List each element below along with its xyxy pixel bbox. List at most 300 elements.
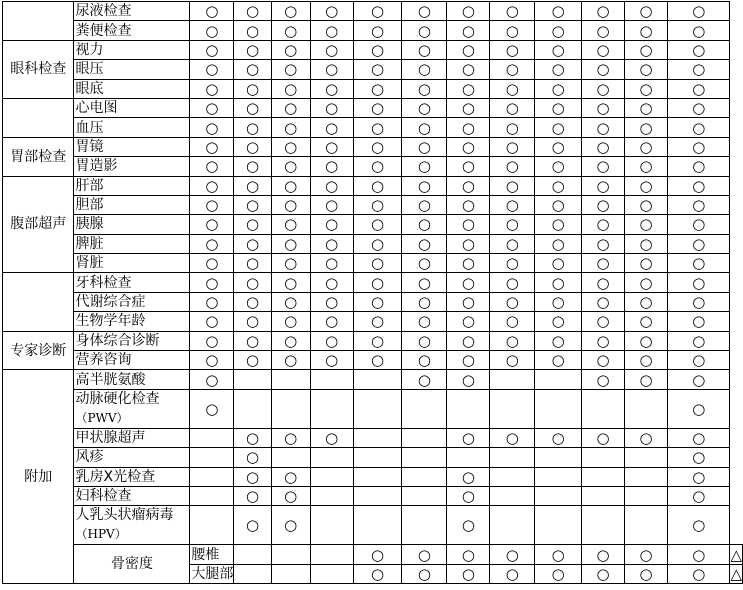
circle-mark: ○ bbox=[190, 137, 234, 156]
circle-mark: ○ bbox=[190, 254, 234, 273]
empty-cell bbox=[310, 545, 353, 564]
circle-mark: ○ bbox=[271, 331, 310, 350]
circle-mark: ○ bbox=[310, 292, 353, 311]
circle-mark: ○ bbox=[582, 60, 625, 79]
circle-mark: ○ bbox=[582, 234, 625, 253]
circle-mark: ○ bbox=[234, 21, 271, 40]
circle-mark: ○ bbox=[668, 176, 730, 195]
exam-item-label: 胆部 bbox=[74, 195, 190, 214]
table-row bbox=[3, 351, 743, 370]
exam-item-label: 妇科检查 bbox=[74, 486, 190, 505]
table-row bbox=[3, 157, 743, 176]
circle-mark: ○ bbox=[582, 428, 625, 447]
section-label: 胃部检查 bbox=[3, 137, 74, 176]
empty-cell bbox=[234, 370, 271, 389]
empty-cell bbox=[625, 389, 668, 428]
empty-cell bbox=[190, 506, 234, 545]
empty-cell bbox=[535, 389, 582, 428]
empty-cell bbox=[234, 564, 271, 583]
circle-mark: ○ bbox=[535, 545, 582, 564]
table-row bbox=[3, 195, 743, 214]
empty-cell bbox=[234, 545, 271, 564]
empty-cell bbox=[271, 564, 310, 583]
exam-item-label: 视力 bbox=[74, 40, 190, 59]
circle-mark: ○ bbox=[234, 234, 271, 253]
circle-mark: ○ bbox=[190, 118, 234, 137]
table-row bbox=[3, 467, 743, 486]
circle-mark: ○ bbox=[234, 98, 271, 117]
circle-mark: ○ bbox=[310, 331, 353, 350]
circle-mark: ○ bbox=[271, 234, 310, 253]
circle-mark: ○ bbox=[310, 60, 353, 79]
circle-mark: ○ bbox=[625, 215, 668, 234]
circle-mark: ○ bbox=[625, 176, 668, 195]
table-row bbox=[3, 448, 743, 467]
circle-mark: ○ bbox=[190, 351, 234, 370]
circle-mark: ○ bbox=[582, 40, 625, 59]
circle-mark: ○ bbox=[490, 428, 535, 447]
circle-mark: ○ bbox=[402, 2, 447, 21]
circle-mark: ○ bbox=[490, 545, 535, 564]
table-row bbox=[3, 389, 743, 428]
circle-mark: ○ bbox=[271, 312, 310, 331]
circle-mark: ○ bbox=[625, 40, 668, 59]
circle-mark: ○ bbox=[234, 40, 271, 59]
empty-cell bbox=[582, 467, 625, 486]
circle-mark: ○ bbox=[310, 312, 353, 331]
circle-mark: ○ bbox=[668, 234, 730, 253]
circle-mark: ○ bbox=[353, 137, 402, 156]
circle-mark: ○ bbox=[490, 176, 535, 195]
circle-mark: ○ bbox=[402, 98, 447, 117]
circle-mark: ○ bbox=[402, 273, 447, 292]
empty-cell bbox=[447, 448, 490, 467]
circle-mark: ○ bbox=[582, 370, 625, 389]
table-row bbox=[3, 2, 743, 21]
empty-cell bbox=[535, 467, 582, 486]
circle-mark: ○ bbox=[310, 118, 353, 137]
empty-cell bbox=[447, 389, 490, 428]
exam-item-label: 脾脏 bbox=[74, 234, 190, 253]
circle-mark: ○ bbox=[271, 254, 310, 273]
exam-item-label: 尿液检查 bbox=[74, 2, 190, 21]
circle-mark: ○ bbox=[190, 157, 234, 176]
exam-item-label: 肾脏 bbox=[74, 254, 190, 273]
exam-item-label: 营养咨询 bbox=[74, 351, 190, 370]
table-row bbox=[3, 254, 743, 273]
empty-cell bbox=[402, 506, 447, 545]
circle-mark: ○ bbox=[582, 331, 625, 350]
section-label: 附加 bbox=[3, 370, 74, 584]
circle-mark: ○ bbox=[625, 331, 668, 350]
circle-mark: ○ bbox=[582, 79, 625, 98]
circle-mark: ○ bbox=[625, 234, 668, 253]
table-row bbox=[3, 137, 743, 156]
circle-mark: ○ bbox=[447, 506, 490, 545]
empty-cell bbox=[353, 467, 402, 486]
circle-mark: ○ bbox=[535, 351, 582, 370]
circle-mark: ○ bbox=[447, 2, 490, 21]
circle-mark: ○ bbox=[447, 331, 490, 350]
circle-mark: ○ bbox=[668, 98, 730, 117]
circle-mark: ○ bbox=[310, 40, 353, 59]
circle-mark: ○ bbox=[668, 486, 730, 505]
exam-item-label: 粪便检查 bbox=[74, 21, 190, 40]
empty-cell bbox=[271, 389, 310, 428]
circle-mark: ○ bbox=[535, 157, 582, 176]
empty-cell bbox=[402, 486, 447, 505]
circle-mark: ○ bbox=[447, 428, 490, 447]
circle-mark: ○ bbox=[402, 234, 447, 253]
table-row bbox=[3, 273, 743, 292]
section-label: 专家诊断 bbox=[3, 331, 74, 370]
circle-mark: ○ bbox=[535, 79, 582, 98]
exam-item-label: 大腿部 bbox=[191, 565, 234, 582]
circle-mark: ○ bbox=[234, 331, 271, 350]
exam-item-label: 血压 bbox=[74, 118, 190, 137]
table-row bbox=[3, 176, 743, 195]
circle-mark: ○ bbox=[234, 176, 271, 195]
circle-mark: ○ bbox=[234, 254, 271, 273]
empty-cell bbox=[402, 448, 447, 467]
circle-mark: ○ bbox=[353, 98, 402, 117]
circle-mark: ○ bbox=[535, 273, 582, 292]
empty-cell bbox=[310, 370, 353, 389]
circle-mark: ○ bbox=[271, 40, 310, 59]
circle-mark: ○ bbox=[447, 545, 490, 564]
circle-mark: ○ bbox=[234, 215, 271, 234]
circle-mark: ○ bbox=[190, 370, 234, 389]
circle-mark: ○ bbox=[535, 254, 582, 273]
circle-mark: ○ bbox=[271, 118, 310, 137]
empty-cell bbox=[535, 448, 582, 467]
circle-mark: ○ bbox=[271, 157, 310, 176]
circle-mark: ○ bbox=[535, 176, 582, 195]
circle-mark: ○ bbox=[402, 545, 447, 564]
circle-mark: ○ bbox=[625, 564, 668, 583]
circle-mark: ○ bbox=[535, 215, 582, 234]
empty-cell bbox=[310, 467, 353, 486]
circle-mark: ○ bbox=[582, 157, 625, 176]
circle-mark: ○ bbox=[271, 292, 310, 311]
empty-cell bbox=[535, 506, 582, 545]
circle-mark: ○ bbox=[353, 79, 402, 98]
exam-item-label: 腰椎 bbox=[190, 545, 234, 564]
circle-mark: ○ bbox=[234, 157, 271, 176]
circle-mark: ○ bbox=[535, 21, 582, 40]
circle-mark: ○ bbox=[353, 40, 402, 59]
circle-mark: ○ bbox=[447, 157, 490, 176]
circle-mark: ○ bbox=[668, 292, 730, 311]
section-label bbox=[3, 273, 74, 331]
empty-cell bbox=[490, 467, 535, 486]
circle-mark: ○ bbox=[353, 118, 402, 137]
circle-mark: ○ bbox=[535, 195, 582, 214]
empty-cell bbox=[310, 389, 353, 428]
empty-cell bbox=[353, 448, 402, 467]
circle-mark: ○ bbox=[490, 137, 535, 156]
circle-mark: ○ bbox=[353, 273, 402, 292]
circle-mark: ○ bbox=[310, 273, 353, 292]
circle-mark: ○ bbox=[668, 40, 730, 59]
circle-mark: ○ bbox=[234, 137, 271, 156]
circle-mark: ○ bbox=[668, 118, 730, 137]
circle-mark: ○ bbox=[668, 21, 730, 40]
circle-mark: ○ bbox=[625, 312, 668, 331]
circle-mark: ○ bbox=[402, 137, 447, 156]
circle-mark: ○ bbox=[625, 118, 668, 137]
circle-mark: ○ bbox=[490, 2, 535, 21]
circle-mark: ○ bbox=[310, 176, 353, 195]
section-label: 骨密度 bbox=[74, 545, 190, 584]
circle-mark: ○ bbox=[353, 312, 402, 331]
table-row bbox=[3, 312, 743, 331]
exam-item-label bbox=[74, 506, 190, 545]
circle-mark: ○ bbox=[190, 215, 234, 234]
circle-mark: ○ bbox=[535, 428, 582, 447]
circle-mark: ○ bbox=[668, 273, 730, 292]
circle-mark: ○ bbox=[582, 176, 625, 195]
circle-mark: ○ bbox=[234, 312, 271, 331]
circle-mark: ○ bbox=[625, 79, 668, 98]
circle-mark: ○ bbox=[190, 98, 234, 117]
circle-mark: ○ bbox=[310, 137, 353, 156]
circle-mark: ○ bbox=[535, 292, 582, 311]
circle-mark: ○ bbox=[190, 234, 234, 253]
empty-cell bbox=[190, 486, 234, 505]
circle-mark: ○ bbox=[190, 40, 234, 59]
empty-cell bbox=[310, 564, 353, 583]
circle-mark: ○ bbox=[535, 98, 582, 117]
circle-mark: ○ bbox=[353, 215, 402, 234]
table-row bbox=[3, 79, 743, 98]
circle-mark: ○ bbox=[625, 370, 668, 389]
circle-mark: ○ bbox=[402, 331, 447, 350]
circle-mark: ○ bbox=[582, 254, 625, 273]
exam-item-name: 人乳头状瘤病毒 bbox=[75, 507, 174, 524]
circle-mark: ○ bbox=[402, 351, 447, 370]
circle-mark: ○ bbox=[582, 312, 625, 331]
circle-mark: ○ bbox=[668, 2, 730, 21]
circle-mark: ○ bbox=[582, 118, 625, 137]
circle-mark: ○ bbox=[310, 234, 353, 253]
circle-mark: ○ bbox=[582, 545, 625, 564]
empty-cell bbox=[353, 389, 402, 428]
empty-cell bbox=[582, 506, 625, 545]
circle-mark: ○ bbox=[310, 351, 353, 370]
circle-mark: ○ bbox=[190, 60, 234, 79]
circle-mark: ○ bbox=[535, 312, 582, 331]
circle-mark: ○ bbox=[234, 448, 271, 467]
empty-cell bbox=[310, 506, 353, 545]
circle-mark: ○ bbox=[271, 98, 310, 117]
circle-mark: ○ bbox=[535, 564, 582, 583]
circle-mark: ○ bbox=[310, 2, 353, 21]
exam-items-table bbox=[2, 1, 743, 584]
empty-cell bbox=[490, 370, 535, 389]
circle-mark: ○ bbox=[582, 195, 625, 214]
circle-mark: ○ bbox=[310, 195, 353, 214]
circle-mark: ○ bbox=[668, 137, 730, 156]
circle-mark: ○ bbox=[402, 157, 447, 176]
empty-cell bbox=[271, 448, 310, 467]
circle-mark: ○ bbox=[353, 545, 402, 564]
circle-mark: ○ bbox=[271, 79, 310, 98]
empty-cell bbox=[625, 448, 668, 467]
exam-item-label bbox=[74, 389, 190, 428]
circle-mark: ○ bbox=[271, 273, 310, 292]
exam-item-label: 风疹 bbox=[74, 448, 190, 467]
circle-mark: ○ bbox=[310, 98, 353, 117]
empty-cell bbox=[310, 448, 353, 467]
circle-mark: ○ bbox=[353, 564, 402, 583]
exam-item-label: 胃造影 bbox=[74, 157, 190, 176]
circle-mark: ○ bbox=[447, 292, 490, 311]
circle-mark: ○ bbox=[402, 312, 447, 331]
circle-mark: ○ bbox=[490, 157, 535, 176]
section-label: 眼科检查 bbox=[3, 40, 74, 98]
circle-mark: ○ bbox=[402, 79, 447, 98]
empty-cell bbox=[234, 389, 271, 428]
table-row bbox=[3, 506, 743, 545]
circle-mark: ○ bbox=[668, 448, 730, 467]
circle-mark: ○ bbox=[582, 564, 625, 583]
empty-cell bbox=[402, 389, 447, 428]
circle-mark: ○ bbox=[582, 292, 625, 311]
circle-mark: ○ bbox=[234, 79, 271, 98]
circle-mark: ○ bbox=[190, 195, 234, 214]
triangle-mark: △ bbox=[730, 545, 742, 564]
exam-item-label: 眼底 bbox=[74, 79, 190, 98]
circle-mark: ○ bbox=[271, 486, 310, 505]
empty-cell bbox=[271, 545, 310, 564]
circle-mark: ○ bbox=[490, 312, 535, 331]
circle-mark: ○ bbox=[447, 137, 490, 156]
circle-mark: ○ bbox=[535, 331, 582, 350]
table-row bbox=[3, 331, 743, 350]
circle-mark: ○ bbox=[353, 292, 402, 311]
circle-mark: ○ bbox=[625, 157, 668, 176]
circle-mark: ○ bbox=[447, 351, 490, 370]
circle-mark: ○ bbox=[310, 157, 353, 176]
circle-mark: ○ bbox=[271, 195, 310, 214]
circle-mark: ○ bbox=[234, 506, 271, 545]
exam-item-name: 动脉硬化检查 bbox=[75, 390, 160, 407]
circle-mark: ○ bbox=[582, 273, 625, 292]
circle-mark: ○ bbox=[490, 564, 535, 583]
circle-mark: ○ bbox=[271, 60, 310, 79]
circle-mark: ○ bbox=[353, 351, 402, 370]
circle-mark: ○ bbox=[625, 273, 668, 292]
circle-mark: ○ bbox=[668, 370, 730, 389]
circle-mark: ○ bbox=[668, 467, 730, 486]
exam-item-label: 生物学年龄 bbox=[74, 312, 190, 331]
circle-mark: ○ bbox=[402, 215, 447, 234]
circle-mark: ○ bbox=[234, 467, 271, 486]
circle-mark: ○ bbox=[271, 137, 310, 156]
circle-mark: ○ bbox=[447, 195, 490, 214]
circle-mark: ○ bbox=[535, 137, 582, 156]
exam-item-label: 胃镜 bbox=[74, 137, 190, 156]
circle-mark: ○ bbox=[490, 215, 535, 234]
table-row bbox=[3, 486, 743, 505]
circle-mark: ○ bbox=[271, 176, 310, 195]
table-row bbox=[3, 118, 743, 137]
circle-mark: ○ bbox=[447, 312, 490, 331]
circle-mark: ○ bbox=[190, 2, 234, 21]
circle-mark: ○ bbox=[490, 118, 535, 137]
circle-mark: ○ bbox=[490, 331, 535, 350]
circle-mark: ○ bbox=[271, 2, 310, 21]
exam-item-label: 乳房X光检查 bbox=[74, 467, 190, 486]
exam-item-subtitle: （HPV） bbox=[75, 527, 127, 542]
exam-item-label: 心电图 bbox=[74, 98, 190, 117]
circle-mark: ○ bbox=[402, 195, 447, 214]
circle-mark: ○ bbox=[668, 351, 730, 370]
circle-mark: ○ bbox=[625, 351, 668, 370]
circle-mark: ○ bbox=[625, 98, 668, 117]
circle-mark: ○ bbox=[668, 79, 730, 98]
circle-mark: ○ bbox=[668, 60, 730, 79]
table-row bbox=[3, 60, 743, 79]
empty-cell bbox=[582, 448, 625, 467]
empty-cell bbox=[353, 428, 402, 447]
circle-mark: ○ bbox=[271, 506, 310, 545]
empty-cell bbox=[490, 486, 535, 505]
circle-mark: ○ bbox=[353, 60, 402, 79]
circle-mark: ○ bbox=[668, 506, 730, 545]
exam-item-label: 高半胱氨酸 bbox=[74, 370, 190, 389]
empty-cell bbox=[402, 428, 447, 447]
circle-mark: ○ bbox=[582, 137, 625, 156]
empty-cell bbox=[190, 448, 234, 467]
circle-mark: ○ bbox=[625, 60, 668, 79]
table-row bbox=[3, 21, 743, 40]
circle-mark: ○ bbox=[310, 79, 353, 98]
circle-mark: ○ bbox=[625, 545, 668, 564]
empty-cell bbox=[490, 389, 535, 428]
table-row bbox=[3, 234, 743, 253]
circle-mark: ○ bbox=[190, 79, 234, 98]
circle-mark: ○ bbox=[582, 98, 625, 117]
circle-mark: ○ bbox=[668, 428, 730, 447]
circle-mark: ○ bbox=[668, 157, 730, 176]
circle-mark: ○ bbox=[190, 331, 234, 350]
empty-cell bbox=[535, 486, 582, 505]
empty-cell bbox=[490, 448, 535, 467]
circle-mark: ○ bbox=[353, 157, 402, 176]
circle-mark: ○ bbox=[402, 21, 447, 40]
table-row bbox=[3, 428, 743, 447]
circle-mark: ○ bbox=[353, 234, 402, 253]
circle-mark: ○ bbox=[234, 351, 271, 370]
circle-mark: ○ bbox=[625, 21, 668, 40]
circle-mark: ○ bbox=[447, 564, 490, 583]
circle-mark: ○ bbox=[271, 467, 310, 486]
circle-mark: ○ bbox=[190, 312, 234, 331]
circle-mark: ○ bbox=[402, 60, 447, 79]
circle-mark: ○ bbox=[535, 118, 582, 137]
circle-mark: ○ bbox=[668, 254, 730, 273]
circle-mark: ○ bbox=[668, 195, 730, 214]
section-label: 腹部超声 bbox=[3, 176, 74, 273]
circle-mark: ○ bbox=[668, 545, 730, 564]
empty-cell bbox=[625, 506, 668, 545]
circle-mark: ○ bbox=[353, 2, 402, 21]
exam-item-label: 牙科检查 bbox=[74, 273, 190, 292]
circle-mark: ○ bbox=[535, 234, 582, 253]
circle-mark: ○ bbox=[668, 564, 730, 583]
